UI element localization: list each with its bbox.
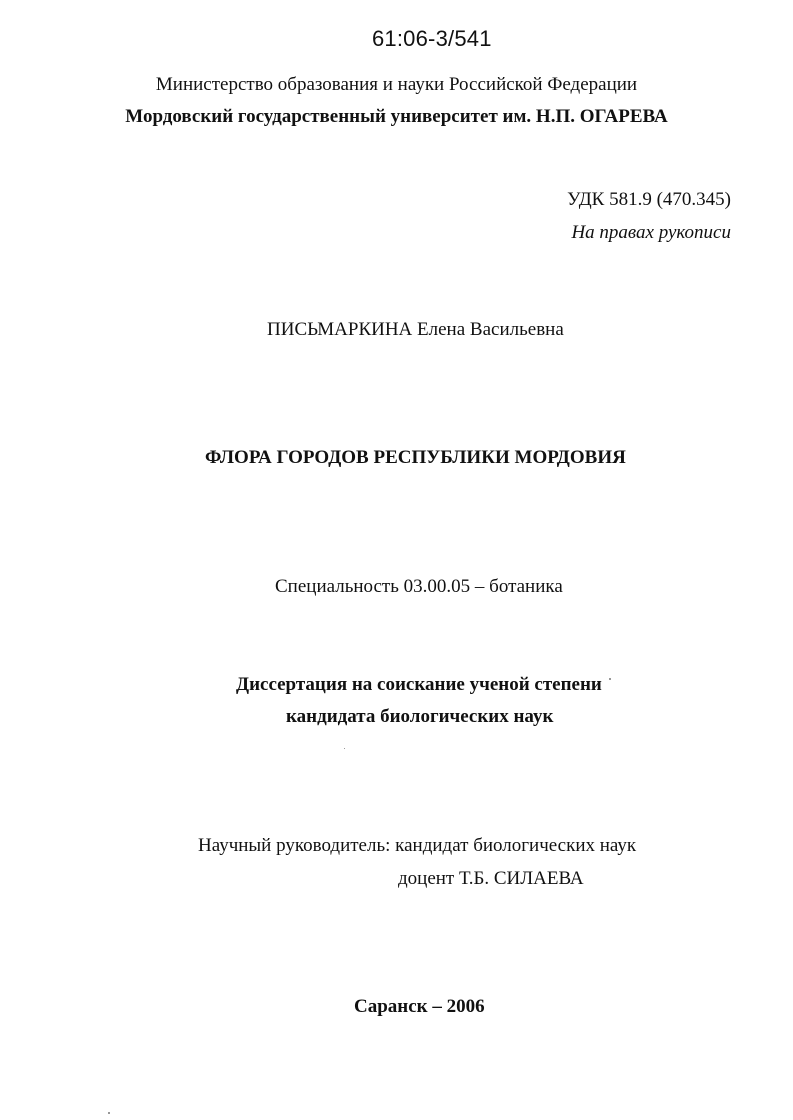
advisor-line-1: Научный руководитель: кандидат биологических наук (198, 835, 637, 856)
university-name: Мордовский государственный университет им. Н.П. ОГАРЕВА (125, 106, 668, 127)
degree-line-1: Диссертация на соискание ученой степени (236, 674, 602, 695)
scan-speck (108, 1112, 110, 1114)
dissertation-title: ФЛОРА ГОРОДОВ РЕСПУБЛИКИ МОРДОВИЯ (205, 447, 626, 468)
udk-code: УДК 581.9 (470.345) (567, 189, 731, 210)
scan-speck (344, 748, 345, 749)
advisor-line-2: доцент Т.Б. СИЛАЕВА (398, 868, 584, 889)
archive-stamp-code: 61:06-3/541 (372, 26, 492, 51)
author-name: ПИСЬМАРКИНА Елена Васильевна (267, 319, 564, 340)
scan-speck (609, 678, 611, 680)
specialty-line: Специальность 03.00.05 – ботаника (275, 576, 563, 597)
degree-line-2: кандидата биологических наук (286, 706, 554, 727)
manuscript-rights-note: На правах рукописи (571, 222, 731, 243)
ministry-name: Министерство образования и науки Российской Федерации (155, 74, 638, 95)
place-and-year: Саранск – 2006 (354, 996, 485, 1017)
